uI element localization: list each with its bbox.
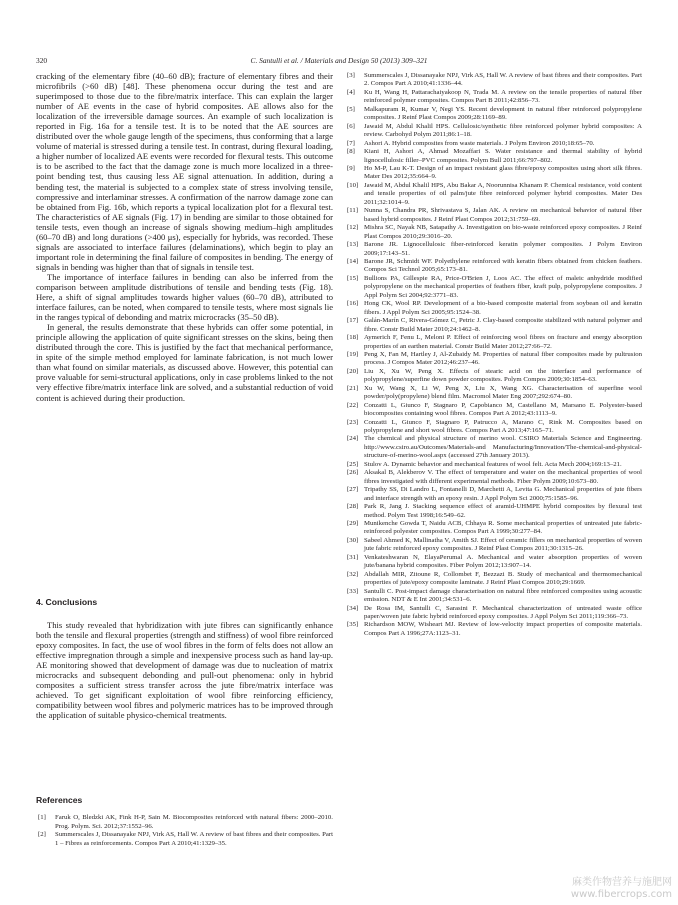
body-paragraph: cracking of the elementary fibre (40–60 dB); fracture of elementary fibres and their microfibrils (>60 dB) [48]. These phenomena occur during the test and are superimposed to those due to the fibre/matrix interface. This can explain the larger number of AE events in the case of hybrid composites. AE allows also for the localization of the irreversible damage sources. An example of such localization is reported in Fig. 16a for a tensile test. It is to be noted that the AE sources are distributed over the whole gauge length of the specimens, thus conforming that a large volume of material is stressed during a tensile test. In contrast, during flexural loading, a higher number of localized AE events were recorded for flexural tests. This outcome is to be ascribed to the fact that the damage zone is much more localized in a three-point bending test, thus causing less AE signal attenuation. In addition, during a bending test, the material is subjected to a complex state of stress involving tensile, compressive and interlaminar stresses. A confirmation of the narrow damage zone can be obtained from Fig. 16b, which reports a typical localization plot for a flexural test. The characteristics of AE signals (Fig. 17) in bending are similar to those obtained for tensile tests, even though an increase of signals showing medium–high amplitudes (60–70 dB) and long durations (>400 μs), especially for hybrids, was recorded. These signals are associated to interface failures (delaminations), which begin to play an important role in determining the final failure of composites in bending. The energy of signals in bending was higher than that of signals in tensile test. xyxy=(36,71,333,272)
reference-entry xyxy=(345,588,642,605)
reference-text: Summerscales J, Dissanayake NPJ, Virk AS, Hall W. A review of bast fibres and their composites. Part 1 – Fibres as reinforcements. Compos Part A 2010;41:1329–35. xyxy=(55,831,333,847)
reference-number: [25] xyxy=(347,460,359,468)
reference-entry xyxy=(345,419,642,436)
reference-entry xyxy=(345,469,642,486)
reference-entry xyxy=(345,334,642,351)
references-heading: References xyxy=(36,795,83,805)
reference-entry xyxy=(345,300,642,317)
reference-entry xyxy=(345,503,642,520)
reference-entry xyxy=(345,435,642,460)
watermark-line: 麻类作物营养与施肥网 xyxy=(572,877,672,888)
reference-entry xyxy=(345,554,642,571)
reference-text: Sabeel Ahmed K, Mallinatha V, Amith SJ. Effect of ceramic fillers on mechanical properties of woven jute fabric reinforced epoxy composites. J Reinf Plast Compos 2011;30:1315–26. xyxy=(364,536,642,553)
reference-number: [27] xyxy=(347,486,359,494)
references-list-left xyxy=(36,814,333,848)
body-paragraph: The importance of interface failures in bending can also be inferred from the comparison between amplitude distributions of tensile and bending tests (Fig. 18). Here, a shift of signal amplitudes towards higher values (60–70 dB), attributed to interface failures, can be noted, when compared to tensile tests, where most signals lie in the ranges typical of debonding and matrix microcracks (35–50 dB). xyxy=(36,271,333,323)
reference-text: Aksakal B, Alekberov V. The effect of temperature and water on the mechanical properties of wool fibres investigated with different experimental methods. Fiber Polym 2009;10:673–80. xyxy=(364,469,642,485)
reference-text: Galán-Marín C, Rivera-Gómez C, Petric J. Clay-based composite stabilized with natural polymer and fibre. Constr Build Mater 2010;24:1462–8. xyxy=(364,317,642,333)
reference-text: Bullions PA, Gillespie RA, Price-O'Brien J, Loos AC. The effect of maleic anhydride modified polypropylene on the mechanical properties of feathers fiber, kraft pulp, polypropylene composites. J Appl Polym Sci 2004;92:3771–83. xyxy=(364,274,642,299)
reference-number: [10] xyxy=(347,181,359,189)
watermark-line: www.fibercrops.com xyxy=(570,889,672,900)
reference-entry xyxy=(345,351,642,368)
reference-text: Stulov A. Dynamic behavior and mechanical features of wool felt. Acta Mech 2004;169:13–21. xyxy=(364,460,622,468)
reference-number: [7] xyxy=(347,139,355,147)
body-paragraph: In general, the results demonstrate that these hybrids can offer some potential, in principle allowing the application of quite significant stresses on the skins, being then distributed through the core. This is justified by the fact that mechanical performance, in spite of the simple method employed for laminate fabrication, is not much lower than what found on similar materials, as discussed above. However, this potential can prove valuable for semi-structural applications, only in case problems linked to the not very effective fibre/matrix interface link are solved, and a substantial reduction of void content is achieved during their production. xyxy=(36,322,333,403)
running-citation: C. Santulli et al. / Materials and Design 50 (2013) 309–321 xyxy=(250,56,428,65)
reference-text: Kiani H, Ashori A, Ahmad Mozaffari S. Water resistance and thermal stability of hybrid lignocellulosic filler–PVC composites. Polym Bull 2011;66:797–802. xyxy=(364,148,642,164)
reference-text: Jawaid M, Abdul Khalil HPS. Cellulosic/synthetic fibre reinforced polymer hybrid composites: A review. Carbohyd Polym 2011;86:1–18. xyxy=(364,122,642,139)
reference-entry xyxy=(345,258,642,275)
reference-text: Tripathy SS, Di Landro L, Fontanelli D, Marchetti A, Levita G. Mechanical properties of jute fibers and interface strength with an epoxy resin. J Appl Polym Sci 2000;75:1585–96. xyxy=(364,486,642,502)
conclusions-body xyxy=(36,620,333,720)
reference-text: Richardson MOW, Wisheart MJ. Review of low-velocity impact properties of composite materials. Compos Part A 1996;27A:1123–31. xyxy=(364,621,642,637)
reference-text: Nunna S, Chandra PR, Shrivastava S, Jalan AK. A review on mechanical behavior of natural fiber based hybrid composites. J Reinf Plast Compos 2012;31:759–69. xyxy=(364,207,642,223)
reference-text: Faruk O, Bledzki AK, Fink H-P, Sain M. Biocomposites reinforced with natural fibers: 2000–2010. Prog. Polym. Sci. 2012;37:1552–96. xyxy=(55,814,333,830)
reference-number: [11] xyxy=(347,207,358,215)
reference-text: Barone JR, Schmidt WF. Polyethylene reinforced with keratin fibers obtained from chicken feathers. Compos Sci Technol 2005;65:173–81. xyxy=(364,257,642,274)
reference-number: [12] xyxy=(347,224,359,232)
watermark xyxy=(571,877,672,901)
page-header xyxy=(36,55,642,67)
reference-entry xyxy=(345,182,642,207)
reference-entry xyxy=(345,621,642,638)
reference-text: Park R, Jang J. Stacking sequence effect of aramid-UHMPE hybrid composites by flexural test method. Polym Test 1998;16:549–62. xyxy=(364,503,642,519)
reference-number: [30] xyxy=(347,536,359,544)
reference-entry xyxy=(345,461,642,469)
reference-text: Jawaid M, Abdul Khalil HPS, Abu Bakar A, Noorunnisa Khanam P. Chemical resistance, void content and tensile properties of oil palm/jute fibre reinforced polymer hybrid composites. Mater Des 2011;32:1014–9. xyxy=(364,181,642,206)
body-text-column xyxy=(36,71,333,403)
reference-number: [8] xyxy=(347,148,355,156)
reference-number: [5] xyxy=(347,105,355,113)
reference-number: [28] xyxy=(347,503,359,511)
reference-text: Abdallah MIR, Zitoune R, Collombet F, Bezzazi B. Study of mechanical and thermomechanical properties of jute/epoxy composite laminate. J Reinf Plast Compos 2010;29:1669. xyxy=(364,570,642,587)
reference-entry xyxy=(345,72,642,89)
references-list-right xyxy=(345,72,642,638)
reference-text: Ku H, Wang H, Pattarachaiyakoop N, Trada M. A review on the tensile properties of natural fiber reinforced polymer composites. Compos Part B 2011;42:856–73. xyxy=(364,88,642,105)
reference-text: Hong CK, Wool RP. Development of a bio-based composite material from soybean oil and keratin fibers. J Appl Polym Sci 2005;95:1524–38. xyxy=(364,300,642,316)
reference-number: [19] xyxy=(347,350,359,358)
reference-number: [15] xyxy=(347,274,359,282)
reference-entry xyxy=(345,123,642,140)
reference-text: Mishra SC, Nayak NB, Satapathy A. Investigation on bio-waste reinforced epoxy composites. J Reinf Plast Compos 2010;29:3016–20. xyxy=(364,224,642,240)
reference-number: [13] xyxy=(347,241,359,249)
reference-entry xyxy=(345,275,642,300)
reference-number: [20] xyxy=(347,367,359,375)
reference-text: Ashori A. Hybrid composites from waste materials. J Polym Environ 2010;18:65–70. xyxy=(364,139,595,147)
reference-number: [17] xyxy=(347,317,359,325)
reference-entry xyxy=(345,402,642,419)
reference-number: [14] xyxy=(347,257,359,265)
reference-number: [26] xyxy=(347,469,359,477)
reference-entry xyxy=(345,520,642,537)
section-heading-conclusions: 4. Conclusions xyxy=(36,597,98,607)
reference-number: [34] xyxy=(347,604,359,612)
reference-number: [24] xyxy=(347,435,359,443)
reference-text: Peng X, Fan M, Hartley J, Al-Zubaidy M. Properties of natural fiber composites made by pultrusion process. J Compos Mater 2012;46:237–46. xyxy=(364,350,642,367)
reference-entry xyxy=(345,165,642,182)
reference-number: [32] xyxy=(347,570,359,578)
reference-text: Aymerich F, Fenu L, Meloni P. Effect of reinforcing wool fibres on fracture and energy absorption properties of an earthen material. Constr Build Mater 2012;27:66–72. xyxy=(364,334,642,350)
reference-entry xyxy=(345,241,642,258)
reference-text: The chemical and physical structure of merino wool. CSIRO Materials Science and Engineering. http://www.csiro.au/Outcomes/Materials-and Manufacturing/Innovation/The-chemical-and-physical-structure-of-merino-wool.aspx (accessed 27th January 2013). xyxy=(364,435,642,460)
reference-entry xyxy=(345,207,642,224)
reference-number: [2] xyxy=(38,831,46,839)
reference-number: [31] xyxy=(347,553,359,561)
reference-entry xyxy=(345,224,642,241)
reference-entry xyxy=(345,368,642,385)
reference-entry xyxy=(345,385,642,402)
reference-number: [22] xyxy=(347,401,359,409)
reference-text: Venkateshwaran N, ElayaPerumal A. Mechanical and water absorption properties of woven jute/banana hybrid composites. Fiber Polym 2012;13:907–14. xyxy=(364,553,642,570)
reference-text: Xu W, Wang X, Li W, Peng X, Liu X, Wang XG. Characterisation of superfine wool powder/poly(propylene) blend film. Macromol Mater Eng 2007;292:674–80. xyxy=(364,384,642,401)
reference-number: [23] xyxy=(347,418,359,426)
reference-entry xyxy=(345,106,642,123)
reference-text: Liu X, Xu W, Peng X. Effects of stearic acid on the interface and performance of polypropylene/superfine down powder composites. Polym Compos 2009;30:1854–63. xyxy=(364,367,642,384)
reference-entry xyxy=(36,814,333,831)
reference-entry xyxy=(345,89,642,106)
reference-entry xyxy=(345,537,642,554)
reference-number: [4] xyxy=(347,88,355,96)
reference-entry xyxy=(345,571,642,588)
reference-number: [29] xyxy=(347,520,359,528)
reference-number: [6] xyxy=(347,122,355,130)
reference-number: [16] xyxy=(347,300,359,308)
reference-entry xyxy=(345,148,642,165)
reference-text: Malkapuram R, Kumar V, Negi YS. Recent development in natural fiber reinforced polypropylene composites. J Reinf Plast Compos 2009;28:1169–89. xyxy=(364,105,642,122)
reference-text: Ho M-P, Lau K-T. Design of an impact resistant glass fibre/epoxy composites using short silk fibres. Mater Des 2012;35:664–9. xyxy=(364,164,642,181)
reference-number: [3] xyxy=(347,72,355,79)
reference-text: Conzatti L, Giunco F, Stagnaro P, Patrucco A, Marano C, Rink M. Composites based on polypropylene and short wool fibres. Compos Part A 2013;47:165–71. xyxy=(364,418,642,435)
conclusions-paragraph: This study revealed that hybridization with jute fibres can significantly enhance both the tensile and flexural properties (strength and stiffness) of wool fibre reinforced epoxy composites. In fact, the use of wool fibres in the form of felts does not allow an effective impregnation through a simple and inexpensive process such as hand lay-up. AE monitoring showed that development of damage was due to nucleation of matrix microcracks and subsequent debonding and pull-out phenomena: only in hybrid composites a sufficient stress transfer across the jute fibre/matrix interface was achieved. To get significant exploitation of wool fibre reinforcing efficiency, compatibility between wool fibres and polymeric matrices has to be improved through the application of suitable physico-chemical treatments. xyxy=(36,620,333,721)
reference-text: Conzatti L, Giunco F, Stagnaro P, Capobianco M, Castellano M, Marsano E. Polyester-based biocomposites containing wool fibres. Compos Part A 2012;43:1113–9. xyxy=(364,401,642,418)
reference-entry xyxy=(36,831,333,848)
reference-text: Barone JR. Lignocellulosic fiber-reinforced keratin polymer composites. J Polym Environ 2009;17:143–51. xyxy=(364,241,642,257)
reference-entry xyxy=(345,317,642,334)
reference-text: Santulli C. Post-impact damage characterisation on natural fibre reinforced composites using acoustic emission. NDT & E Int 2001;34:531–6. xyxy=(364,587,642,604)
reference-number: [9] xyxy=(347,164,355,172)
reference-number: [18] xyxy=(347,334,359,342)
reference-number: [21] xyxy=(347,384,359,392)
reference-text: Summerscales J, Dissanayake NPJ, Virk AS, Hall W. A review of bast fibres and their composites. Part 2. Compos Part A 2010;41:1336–44. xyxy=(364,72,642,88)
reference-number: [33] xyxy=(347,587,359,595)
reference-number: [1] xyxy=(38,814,46,821)
reference-entry xyxy=(345,140,642,148)
reference-entry xyxy=(345,486,642,503)
reference-text: De Rosa IM, Santulli C, Sarasini F. Mechanical characterization of untreated waste office paper/woven jute fabric hybrid reinforced epoxy composites. J Appl Polym Sci 2011;119:366–73. xyxy=(364,604,642,620)
reference-number: [35] xyxy=(347,621,359,629)
reference-text: Munikenche Gowda T, Naidu ACB, Chhaya R. Some mechanical properties of untreated jute fabric-reinforced polyester composites. Compos Part A 1999;30:277–84. xyxy=(364,520,642,536)
page-number: 320 xyxy=(36,56,48,65)
reference-entry xyxy=(345,605,642,622)
